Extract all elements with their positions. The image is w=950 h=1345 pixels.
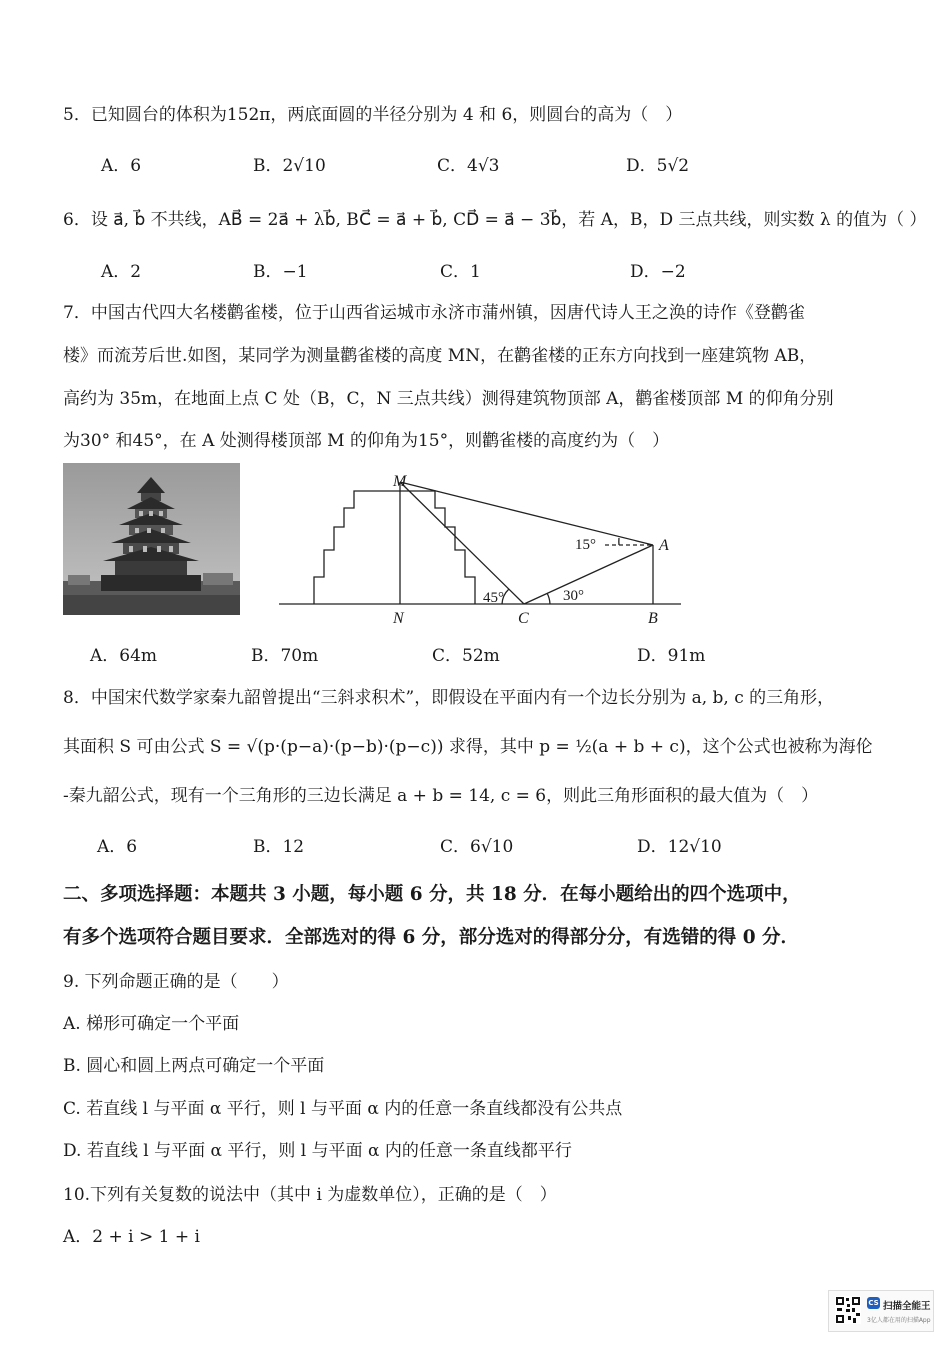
q10-option-a: A．2 + i > 1 + i [63, 1227, 200, 1247]
measurement-diagram [275, 466, 685, 630]
q8-option-b: B．12 [253, 837, 305, 857]
q5-stem: 5．已知圆台的体积为152π，两底面圆的半径分别为 4 和 6，则圆台的高为（ ） [63, 105, 683, 125]
q7-line-4: 为30° 和45°，在 A 处测得楼顶部 M 的仰角为15°，则鹳雀楼的高度约为（ ） [63, 431, 670, 451]
q7-line-3: 高约为 35m，在地面上点 C 处（B，C，N 三点共线）测得建筑物顶部 A，鹳雀楼顶部 M 的仰角分别 [63, 389, 834, 409]
angle-15: 15° [575, 537, 596, 553]
q6-stem: 6．设 a⃗, b⃗ 不共线，AB⃗ = 2a⃗ + λb⃗, BC⃗ = a⃗ + b⃗, CD⃗ = a⃗ − 3b⃗，若 A，B，D 三点共线，则实数 λ 的值为（ ） [63, 210, 927, 230]
q8-option-d: D．12√10 [637, 837, 722, 857]
q6-option-b: B．−1 [253, 262, 308, 282]
q6-option-c: C．1 [440, 262, 481, 282]
q7-option-b: B．70m [251, 646, 319, 666]
cs-logo-icon: CS [868, 1299, 879, 1307]
watermark-subtitle: 3亿人都在用的扫描App [867, 1317, 931, 1324]
q5-option-b: B．2√10 [253, 156, 326, 176]
label-b: B [648, 610, 658, 627]
q7-option-d: D．91m [637, 646, 706, 666]
label-a: A [659, 537, 669, 554]
label-n: N [393, 610, 404, 627]
q9-option-b: B. 圆心和圆上两点可确定一个平面 [63, 1056, 325, 1076]
q8-line-3: -秦九韶公式，现有一个三角形的三边长满足 a + b = 14, c = 6，则此三角形面积的最大值为（ ） [63, 786, 819, 806]
label-m: M [393, 473, 407, 490]
q8-line-1: 8．中国宋代数学家秦九韶曾提出“三斜求积术”，即假设在平面内有一个边长分别为 a, b, c 的三角形， [63, 688, 835, 708]
q5-option-c: C．4√3 [437, 156, 500, 176]
q7-line-2: 楼》而流芳后世.如图，某同学为测量鹳雀楼的高度 MN，在鹳雀楼的正东方向找到一座建筑物 AB， [63, 346, 817, 366]
q8-line-2: 其面积 S 可由公式 S = √(p·(p−a)·(p−b)·(p−c)) 求得，其中 p = ½(a + b + c)，这个公式也被称为海伦 [63, 737, 873, 757]
q8-option-c: C．6√10 [440, 837, 514, 857]
qr-code-icon [835, 1296, 861, 1324]
angle-30: 30° [563, 588, 584, 604]
q9-option-d: D. 若直线 l 与平面 α 平行，则 l 与平面 α 内的任意一条直线都平行 [63, 1141, 572, 1161]
q7-line-1: 7．中国古代四大名楼鹳雀楼，位于山西省运城市永济市蒲州镇，因唐代诗人王之涣的诗作《登鹳雀 [63, 303, 805, 323]
q8-option-a: A．6 [97, 837, 138, 857]
q9-option-a: A. 梯形可确定一个平面 [63, 1014, 240, 1034]
q7-option-a: A．64m [90, 646, 158, 666]
q7-option-c: C．52m [432, 646, 500, 666]
section2-heading-2: 有多个选项符合题目要求．全部选对的得 6 分，部分选对的得部分分，有选错的得 0 分． [63, 927, 800, 948]
q5-option-d: D．5√2 [626, 156, 690, 176]
tower-photo [63, 463, 240, 615]
angle-45: 45° [483, 590, 504, 606]
q6-option-d: D．−2 [630, 262, 686, 282]
section2-heading-1: 二、多项选择题：本题共 3 小题，每小题 6 分，共 18 分．在每小题给出的四个选项中， [63, 884, 801, 905]
label-c: C [518, 610, 529, 627]
q9-option-c: C. 若直线 l 与平面 α 平行，则 l 与平面 α 内的任意一条直线都没有公共点 [63, 1099, 623, 1119]
q10-stem: 10.下列有关复数的说法中（其中 i 为虚数单位），正确的是（ ） [63, 1185, 557, 1205]
q5-option-a: A．6 [101, 156, 142, 176]
q6-option-a: A．2 [101, 262, 142, 282]
watermark-title: 扫描全能王 [883, 1301, 931, 1312]
scanner-watermark [828, 1290, 934, 1332]
q9-stem: 9. 下列命题正确的是（ ） [63, 972, 289, 992]
